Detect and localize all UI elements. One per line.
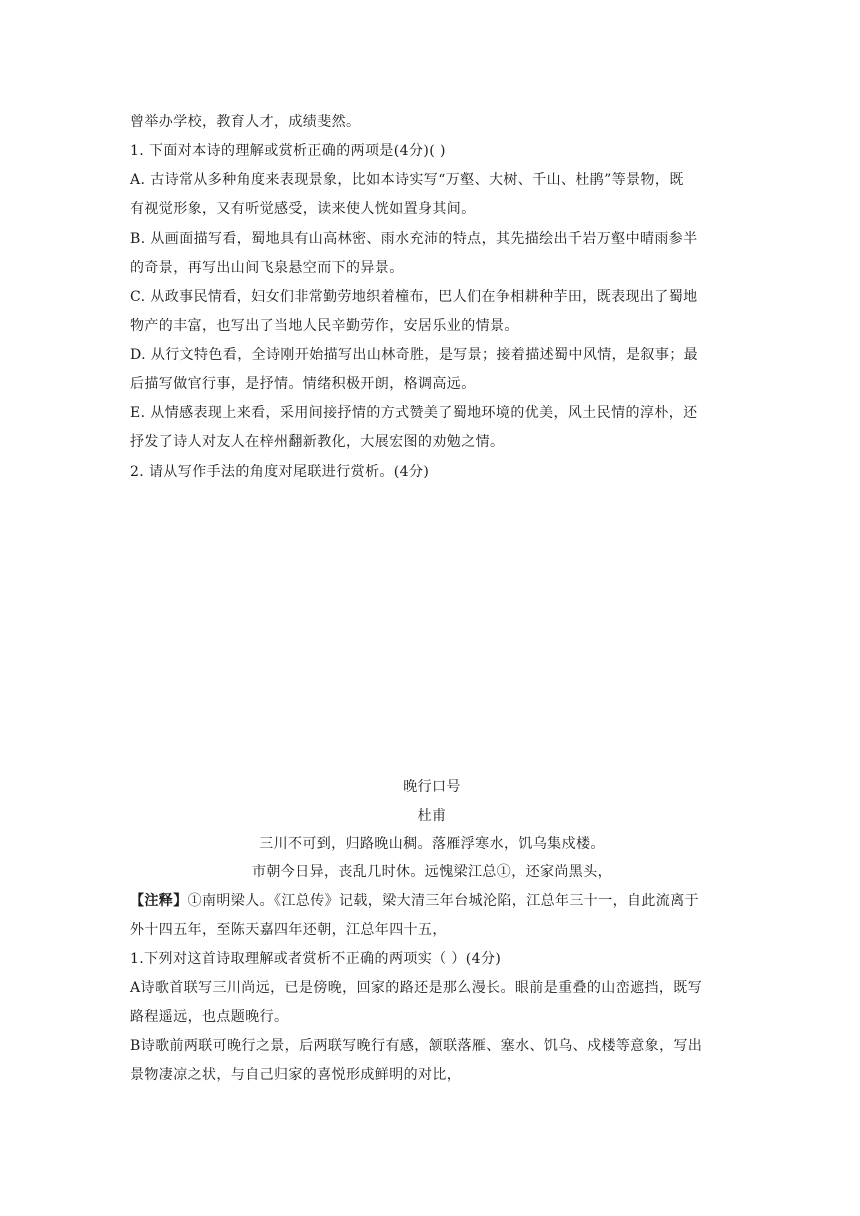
note-line-2: 外十四五年，至陈天嘉四年还朝，江总年四十五， [130,922,447,938]
option-b-line-2: 的奇景，再写出山间飞泉悬空而下的异景。 [130,260,404,276]
poem-line-2: 市朝今日异，丧乱几时休。远愧梁江总①，还家尚黑头， [252,864,612,880]
poem-line-1: 三川不可到，归路晚山稠。落雁浮寒水，饥乌集戍楼。 [259,836,605,852]
poem-title: 晚行口号 [403,779,461,795]
note-line-1 [130,891,734,911]
note-text-1: ①南明梁人。《江总传》记载，梁大清三年台城沦陷，江总年三十一，自此流离于 [187,893,700,909]
option-c-line-1: C. 从政事民情看，妇女们非常勤劳地织着橦布，巴人们在争相耕种芋田，既表现出了蜀地 [130,289,698,305]
option-b-line-1: B. 从画面描写看，蜀地具有山高林密、雨水充沛的特点，其先描绘出千岩万壑中晴雨参半 [130,231,698,247]
option-e-line-1: E. 从情感表现上来看，采用间接抒情的方式赞美了蜀地环境的优美，风土民情的淳朴，还 [130,405,698,421]
section2-option-b-line-2: 景物凄凉之状，与自己归家的喜悦形成鲜明的对比， [130,1067,462,1083]
intro-tail-text: 曾举办学校，教育人才，成绩斐然。 [130,114,361,130]
section2-option-b-line-1: B诗歌前两联可晚行之景，后两联写晚行有感，颔联落雁、塞水、饥乌、戍楼等意象，写出 [130,1038,703,1054]
option-a-line-2: 有视觉形象，又有听觉感受，读来使人恍如置身其间。 [130,201,476,217]
section2-question-1-stem: 1.下列对这首诗取理解或者赏析不正确的两项实（ ）(4分) [130,951,502,967]
option-d-line-1: D. 从行文特色看，全诗刚开始描写出山林奇胜，是写景；接着描述蜀中风情，是叙事；最 [130,347,699,363]
option-d-line-2: 后描写做官行事，是抒情。情绪积极开朗，格调高远。 [130,376,476,392]
question-1-stem: 1. 下面对本诗的理解或赏析正确的两项是(4分)( ) [130,143,446,159]
poem-author: 杜甫 [417,808,447,824]
note-label: 【注释】 [130,893,188,909]
question-2-stem: 2. 请从写作手法的角度对尾联进行赏析。(4分) [130,464,430,480]
option-a-line-1: A. 古诗常从多种角度来表现景象，比如本诗实写“万壑、大树、千山、杜鹃”等景物，既 [130,172,684,188]
option-c-line-2: 物产的丰富，也写出了当地人民辛勤劳作，安居乐业的情景。 [130,318,519,334]
section2-option-a-line-2: 路程遥远，也点题晚行。 [130,1009,289,1025]
section2-option-a-line-1: A诗歌首联写三川尚远，已是傍晚，回家的路还是那么漫长。眼前是重叠的山峦遮挡，既写 [130,980,703,996]
option-e-line-2: 抒发了诗人对友人在梓州翻新教化，大展宏图的劝勉之情。 [130,434,505,450]
